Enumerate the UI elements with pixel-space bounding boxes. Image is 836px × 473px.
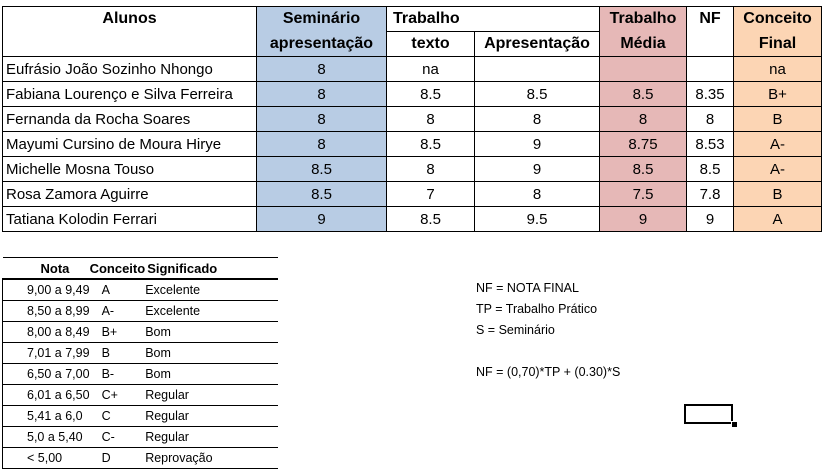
legend-cell-nota[interactable]: < 5,00 [3, 448, 90, 469]
legend-cell-conceito[interactable]: B- [90, 364, 146, 385]
cell-apresentacao[interactable]: 8 [475, 182, 600, 207]
cell-seminario[interactable]: 8 [257, 82, 387, 107]
cell-nome[interactable]: Michelle Mosna Touso [3, 157, 257, 182]
header-nf[interactable]: NF [687, 7, 734, 32]
cell-apresentacao[interactable]: 9 [475, 157, 600, 182]
header-seminario[interactable]: Seminário [257, 7, 387, 32]
cell-media[interactable]: 8.5 [600, 157, 687, 182]
header-nf-empty[interactable] [687, 32, 734, 57]
cell-nf[interactable]: 8.35 [687, 82, 734, 107]
note-nf: NF = NOTA FINAL [476, 281, 579, 295]
cell-media[interactable]: 8 [600, 107, 687, 132]
note-tp: TP = Trabalho Prático [476, 302, 598, 316]
legend-row [3, 322, 279, 343]
cell-seminario[interactable]: 8 [257, 132, 387, 157]
header-apresentacao[interactable]: apresentação [257, 32, 387, 57]
grading-scale-table [2, 257, 278, 469]
cell-conceito[interactable]: B [734, 182, 822, 207]
cell-media[interactable]: 9 [600, 207, 687, 232]
cell-nf[interactable]: 7.8 [687, 182, 734, 207]
legend-row [3, 364, 279, 385]
cell-seminario[interactable]: 9 [257, 207, 387, 232]
header-final[interactable]: Final [734, 32, 822, 57]
cell-conceito[interactable]: A [734, 207, 822, 232]
cell-nome[interactable]: Rosa Zamora Aguirre [3, 182, 257, 207]
grades-table [2, 6, 822, 232]
header-alunos-empty[interactable] [3, 32, 257, 57]
header-row-1 [3, 7, 822, 32]
legend-cell-significado[interactable]: Regular [145, 406, 278, 427]
header-conceito[interactable]: Conceito [734, 7, 822, 32]
legend-header-conceito[interactable]: Conceito [90, 258, 146, 280]
cell-conceito[interactable]: B [734, 107, 822, 132]
cell-nome[interactable]: Eufrásio João Sozinho Nhongo [3, 57, 257, 82]
cell-apresentacao[interactable]: 9 [475, 132, 600, 157]
legend-cell-significado[interactable]: Regular [145, 427, 278, 448]
cell-conceito[interactable]: B+ [734, 82, 822, 107]
student-row [3, 107, 822, 132]
legend-header-row [3, 258, 279, 280]
cell-media[interactable]: 7.5 [600, 182, 687, 207]
cell-texto[interactable]: 8.5 [387, 132, 475, 157]
legend-row [3, 301, 279, 322]
header-trabalho-empty[interactable] [475, 7, 600, 32]
header-alunos[interactable]: Alunos [3, 7, 257, 32]
selected-cell[interactable] [684, 404, 733, 424]
legend-cell-nota[interactable]: 6,50 a 7,00 [3, 364, 90, 385]
cell-media[interactable]: 8.5 [600, 82, 687, 107]
legend-cell-nota[interactable]: 8,50 a 8,99 [3, 301, 90, 322]
legend-header-nota[interactable]: Nota [3, 258, 90, 280]
legend-cell-nota[interactable]: 6,01 a 6,50 [3, 385, 90, 406]
legend-cell-significado[interactable]: Reprovação [145, 448, 278, 469]
legend-cell-conceito[interactable]: B+ [90, 322, 146, 343]
legend-cell-conceito[interactable]: B [90, 343, 146, 364]
legend-cell-conceito[interactable]: C- [90, 427, 146, 448]
legend-cell-conceito[interactable]: C [90, 406, 146, 427]
legend-header-significado[interactable]: Significado [145, 258, 278, 280]
cell-nf[interactable]: 8.53 [687, 132, 734, 157]
header-apresentacao-trabalho[interactable]: Apresentação [475, 32, 600, 57]
cell-apresentacao[interactable] [475, 57, 600, 82]
cell-nome[interactable]: Fabiana Lourenço e Silva Ferreira [3, 82, 257, 107]
student-row [3, 132, 822, 157]
legend-row [3, 406, 279, 427]
student-row [3, 82, 822, 107]
legend-cell-significado[interactable]: Bom [145, 322, 278, 343]
cell-nf[interactable]: 9 [687, 207, 734, 232]
cell-nf[interactable]: 8.5 [687, 157, 734, 182]
legend-cell-conceito[interactable]: A- [90, 301, 146, 322]
cell-texto[interactable]: 8 [387, 107, 475, 132]
note-s: S = Seminário [476, 323, 555, 337]
student-row [3, 157, 822, 182]
header-media[interactable]: Média [600, 32, 687, 57]
header-trabalho[interactable]: Trabalho [387, 7, 475, 32]
legend-row [3, 427, 279, 448]
cell-nf[interactable]: 8 [687, 107, 734, 132]
cell-texto[interactable]: 8 [387, 157, 475, 182]
student-row [3, 182, 822, 207]
legend-cell-nota[interactable]: 5,0 a 5,40 [3, 427, 90, 448]
legend-row [3, 279, 279, 301]
cell-conceito[interactable]: na [734, 57, 822, 82]
cell-apresentacao[interactable]: 9.5 [475, 207, 600, 232]
legend-cell-nota[interactable]: 7,01 a 7,99 [3, 343, 90, 364]
legend-cell-significado[interactable]: Regular [145, 385, 278, 406]
legend-cell-nota[interactable]: 8,00 a 8,49 [3, 322, 90, 343]
cell-nf[interactable] [687, 57, 734, 82]
legend-cell-significado[interactable]: Excelente [145, 301, 278, 322]
header-row-2 [3, 32, 822, 57]
header-texto[interactable]: texto [387, 32, 475, 57]
cell-seminario[interactable]: 8 [257, 57, 387, 82]
legend-cell-significado[interactable]: Bom [145, 343, 278, 364]
legend-cell-conceito[interactable]: D [90, 448, 146, 469]
fill-handle[interactable] [731, 421, 738, 428]
cell-seminario[interactable]: 8.5 [257, 157, 387, 182]
cell-conceito[interactable]: A- [734, 132, 822, 157]
cell-texto[interactable]: 8.5 [387, 207, 475, 232]
legend-cell-significado[interactable]: Excelente [145, 279, 278, 301]
cell-nome[interactable]: Fernanda da Rocha Soares [3, 107, 257, 132]
cell-conceito[interactable]: A- [734, 157, 822, 182]
cell-seminario[interactable]: 8 [257, 107, 387, 132]
cell-seminario[interactable]: 8.5 [257, 182, 387, 207]
cell-apresentacao[interactable]: 8.5 [475, 82, 600, 107]
cell-media[interactable]: 8.75 [600, 132, 687, 157]
cell-media[interactable] [600, 57, 687, 82]
cell-nome[interactable]: Mayumi Cursino de Moura Hirye [3, 132, 257, 157]
cell-texto[interactable]: na [387, 57, 475, 82]
cell-apresentacao[interactable]: 8 [475, 107, 600, 132]
student-row [3, 57, 822, 82]
note-formula: NF = (0,70)*TP + (0.30)*S [476, 365, 621, 379]
legend-cell-nota[interactable]: 5,41 a 6,0 [3, 406, 90, 427]
legend-cell-conceito[interactable]: C+ [90, 385, 146, 406]
legend-row [3, 385, 279, 406]
legend-row [3, 343, 279, 364]
cell-texto[interactable]: 8.5 [387, 82, 475, 107]
header-trabalho-media[interactable]: Trabalho [600, 7, 687, 32]
legend-cell-nota[interactable]: 9,00 a 9,49 [3, 279, 90, 301]
legend-cell-conceito[interactable]: A [90, 279, 146, 301]
cell-nome[interactable]: Tatiana Kolodin Ferrari [3, 207, 257, 232]
legend-cell-significado[interactable]: Bom [145, 364, 278, 385]
cell-texto[interactable]: 7 [387, 182, 475, 207]
student-row [3, 207, 822, 232]
legend-row [3, 448, 279, 469]
